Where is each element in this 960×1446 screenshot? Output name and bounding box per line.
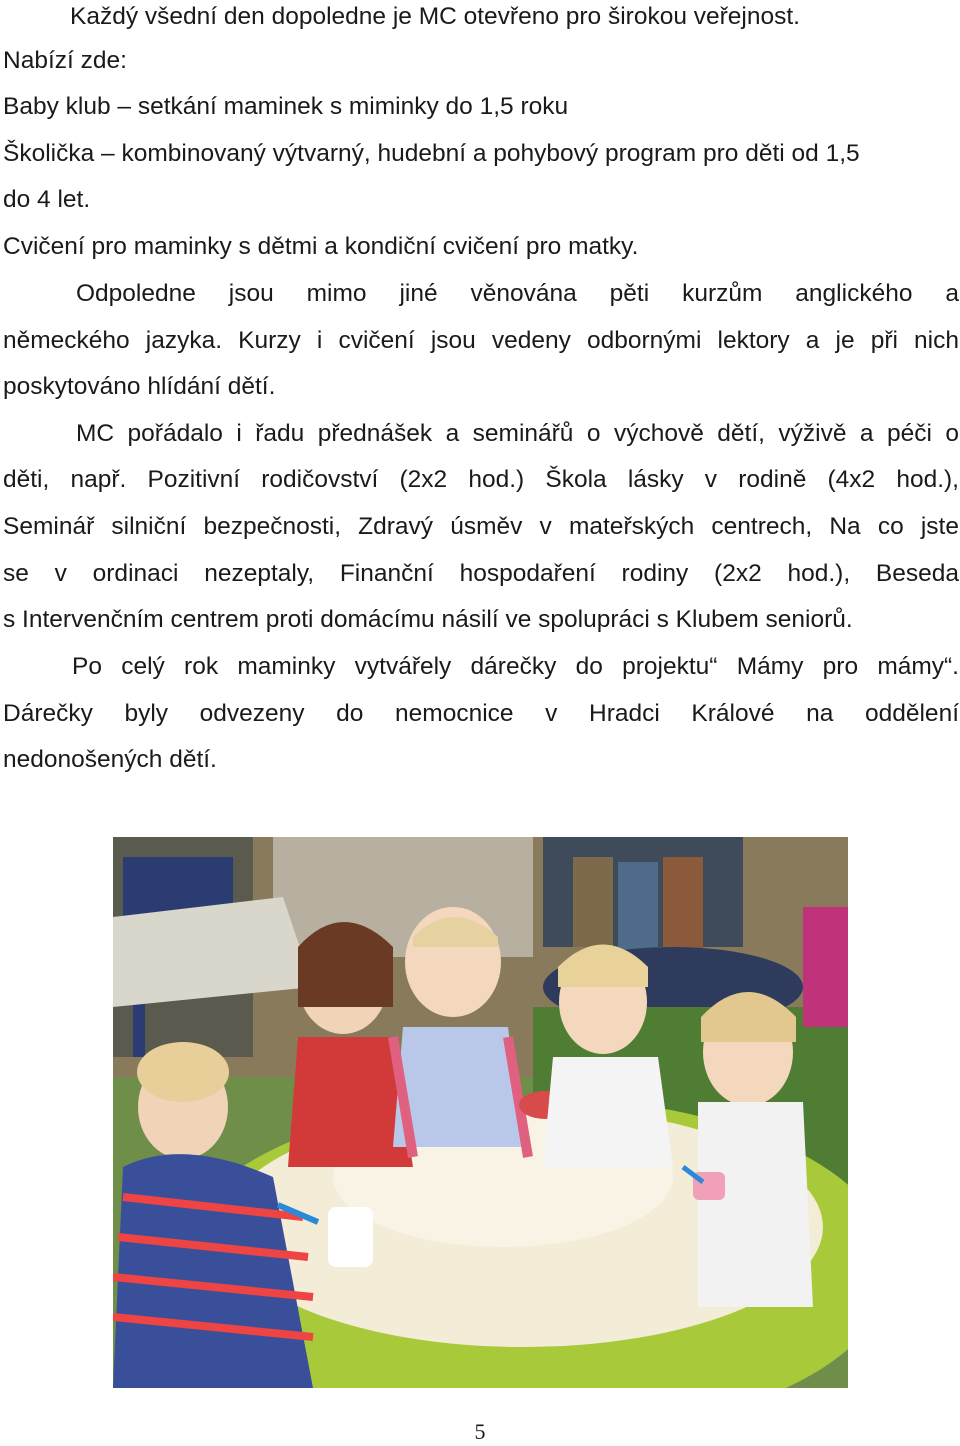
text-line: Baby klub – setkání maminek s miminky do 1,5 roku bbox=[3, 93, 569, 120]
text-line: MC pořádalo i řadu přednášek a seminářů o výchově dětí, výživě a péči o bbox=[76, 420, 959, 447]
text-line: s Intervenčním centrem proti domácímu násilí ve spolupráci s Klubem seniorů. bbox=[3, 606, 853, 633]
text-line: Nabízí zde: bbox=[3, 47, 127, 74]
text-line: Odpoledne jsou mimo jiné věnována pěti kurzům anglického a bbox=[76, 280, 959, 307]
text-line: do 4 let. bbox=[3, 186, 91, 213]
text-line: se v ordinaci nezeptaly, Finanční hospodaření rodiny (2x2 hod.), Beseda bbox=[3, 560, 959, 587]
text-line: poskytováno hlídání dětí. bbox=[3, 373, 276, 400]
text-line: Cvičení pro maminky s dětmi a kondiční cvičení pro matky. bbox=[3, 233, 639, 260]
text-line: Po celý rok maminky vytvářely dárečky do projektu“ Mámy pro mámy“. bbox=[72, 653, 959, 680]
text-line: Dárečky byly odvezeny do nemocnice v Hradci Králové na oddělení bbox=[3, 700, 959, 727]
text-line: nedonošených dětí. bbox=[3, 746, 217, 773]
text-line: Každý všední den dopoledne je MC otevřeno pro širokou veřejnost. bbox=[70, 3, 800, 30]
text-line: německého jazyka. Kurzy i cvičení jsou vedeny odbornými lektory a je při nich bbox=[3, 327, 959, 354]
photo-children-flour-table bbox=[113, 837, 848, 1388]
text-line: Seminář silniční bezpečnosti, Zdravý úsměv v mateřských centrech, Na co jste bbox=[3, 513, 959, 540]
text-line: Školička – kombinovaný výtvarný, hudební a pohybový program pro děti od 1,5 bbox=[3, 140, 860, 167]
page-number: 5 bbox=[474, 1419, 486, 1444]
text-line: děti, např. Pozitivní rodičovství (2x2 hod.) Škola lásky v rodině (4x2 hod.), bbox=[3, 466, 959, 493]
